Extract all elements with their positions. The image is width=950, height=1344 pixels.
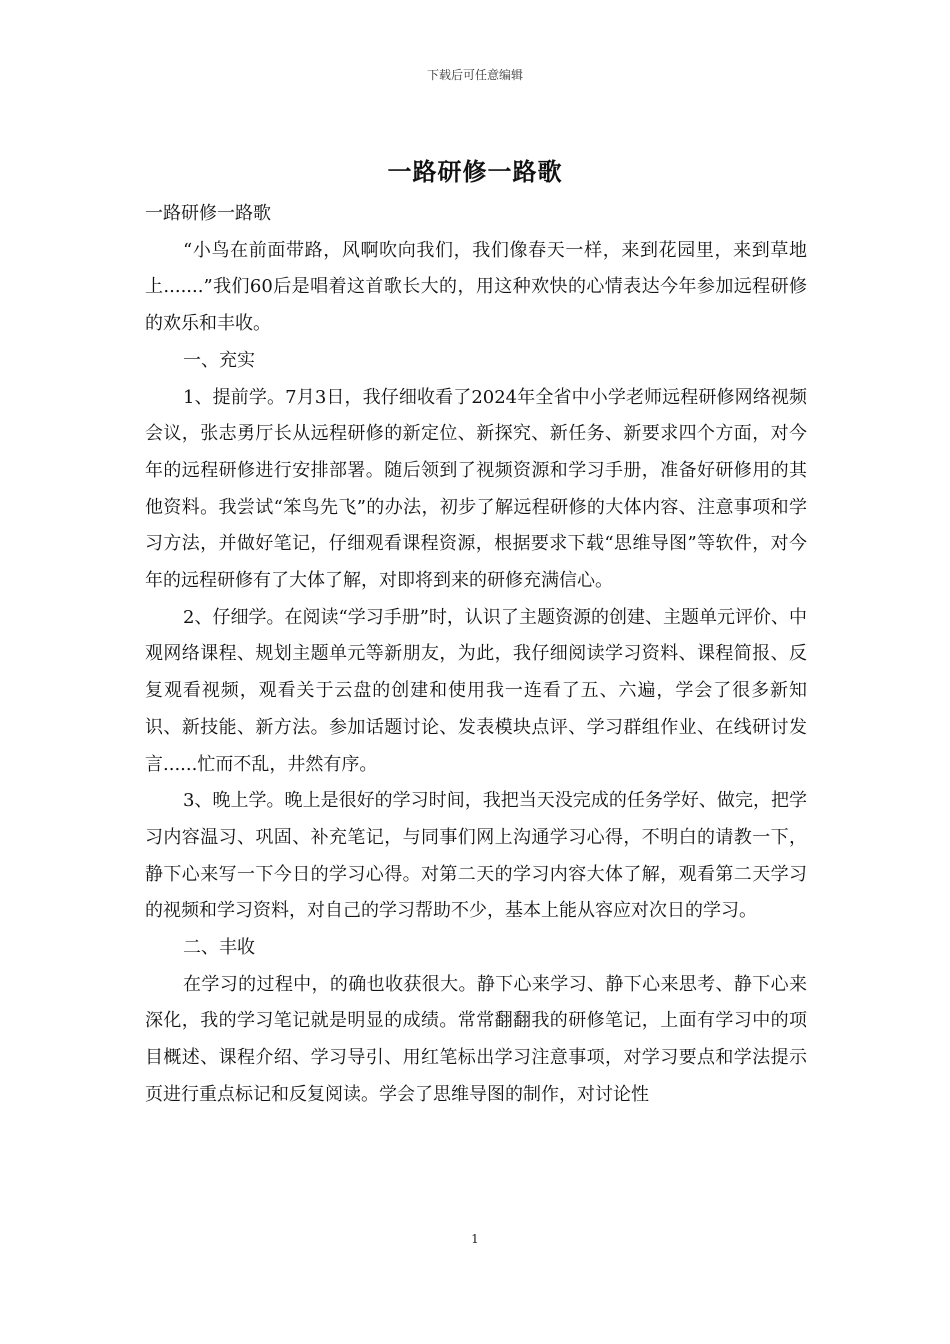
paragraph-harvest: 在学习的过程中，的确也收获很大。静下心来学习、静下心来思考、静下心来深化，我的学习笔记就是明显的成绩。常常翻翻我的研修笔记，上面有学习中的项目概述、课程介绍、学习导引、用红笔标出学习注意事项，对学习要点和学法提示页进行重点标记和反复阅读。学会了思维导图的制作，对讨论性 (145, 973, 807, 1105)
section-heading-1: 一、充实 (183, 349, 255, 371)
paragraph-intro: “小鸟在前面带路，风啊吹向我们，我们像春天一样，来到花园里，来到草地上.......”我们60后是唱着这首歌长大的，用这种欢快的心情表达今年参加远程研修的欢乐和丰收。 (145, 239, 807, 335)
document-title: 一路研修一路歌 (387, 157, 563, 186)
paragraph-study-ahead: 1、提前学。7月3日，我仔细收看了2024年全省中小学老师远程研修网络视频会议，张志勇厅长从远程研修的新定位、新探究、新任务、新要求四个方面，对今年的远程研修进行安排部署。随后领到了视频资源和学习手册，准备好研修用的其他资料。我尝试“笨鸟先飞”的办法，初步了解远程研修的大体内容、注意事项和学习方法，并做好笔记，仔细观看课程资源，根据要求下载“思维导图”等软件，对今年的远程研修有了大体了解，对即将到来的研修充满信心。 (145, 386, 807, 592)
page-number: 1 (471, 1232, 479, 1246)
section-heading-2: 二、丰收 (183, 937, 255, 959)
document-subtitle: 一路研修一路歌 (145, 203, 271, 224)
paragraph-study-carefully: 2、仔细学。在阅读“学习手册”时，认识了主题资源的创建、主题单元评价、中观网络课程、规划主题单元等新朋友，为此，我仔细阅读学习资料、课程简报、反复观看视频，观看关于云盘的创建和使用我一连看了五、六遍，学会了很多新知识、新技能、新方法。参加话题讨论、发表模块点评、学习群组作业、在线研讨发言......忙而不乱，井然有序。 (145, 606, 807, 775)
paragraph-study-evening: 3、晚上学。晚上是很好的学习时间，我把当天没完成的任务学好、做完，把学习内容温习、巩固、补充笔记，与同事们网上沟通学习心得，不明白的请教一下，静下心来写一下今日的学习心得。对第二天的学习内容大体了解，观看第二天学习的视频和学习资料，对自己的学习帮助不少，基本上能从容应对次日的学习。 (145, 790, 807, 922)
header-note: 下载后可任意编辑 (426, 68, 523, 82)
document-body (145, 196, 807, 1114)
